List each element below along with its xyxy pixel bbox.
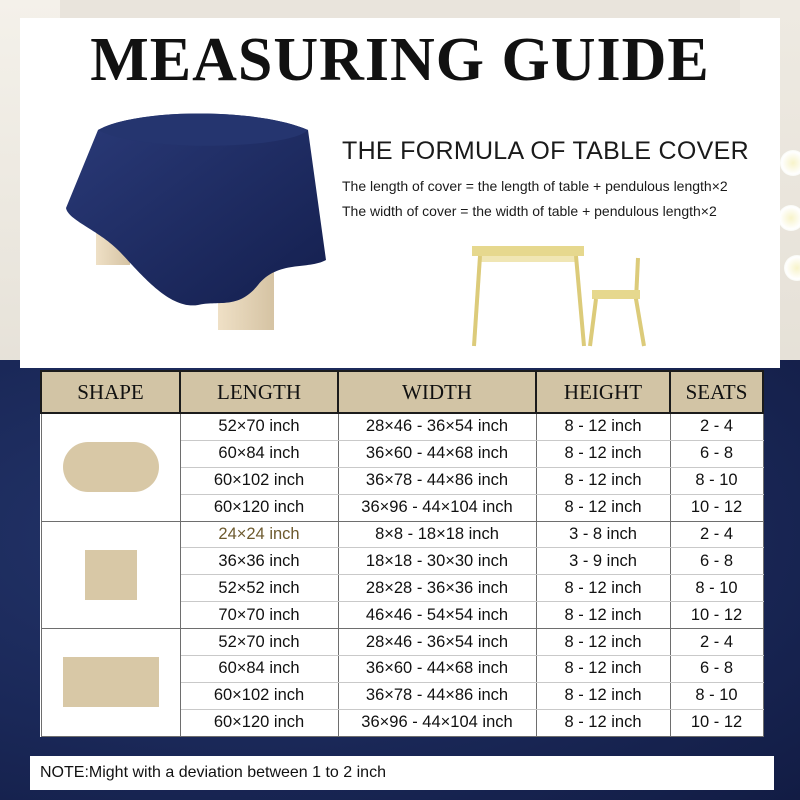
length-cell: 60×120 inch (180, 494, 338, 521)
width-cell: 8×8 - 18×18 inch (338, 521, 536, 548)
shape-cell-rectangle (41, 629, 180, 737)
height-cell: 8 - 12 inch (536, 467, 670, 494)
formula-width-line: The width of cover = the width of table + pendulous length×2 (342, 203, 717, 219)
width-cell: 36×78 - 44×86 inch (338, 682, 536, 709)
seats-cell: 8 - 10 (670, 575, 763, 602)
seats-cell: 8 - 10 (670, 467, 763, 494)
length-cell: 70×70 inch (180, 602, 338, 629)
formula-length-line: The length of cover = the length of table + pendulous length×2 (342, 178, 728, 194)
header-length: LENGTH (180, 371, 338, 413)
height-cell: 8 - 12 inch (536, 575, 670, 602)
height-cell: 8 - 12 inch (536, 413, 670, 440)
length-cell: 52×70 inch (180, 629, 338, 656)
length-cell: 36×36 inch (180, 548, 338, 575)
height-cell: 8 - 12 inch (536, 602, 670, 629)
height-cell: 8 - 12 inch (536, 656, 670, 683)
header-shape: SHAPE (41, 371, 180, 413)
height-cell: 8 - 12 inch (536, 629, 670, 656)
length-cell: 60×84 inch (180, 656, 338, 683)
height-cell: 3 - 9 inch (536, 548, 670, 575)
oval-tablecloth-image (58, 110, 330, 330)
length-cell: 52×70 inch (180, 413, 338, 440)
shape-cell-oval (41, 413, 180, 521)
width-cell: 36×78 - 44×86 inch (338, 467, 536, 494)
header-seats: SEATS (670, 371, 763, 413)
table-chair-illustration (468, 240, 658, 350)
oval-shape-icon (63, 442, 159, 492)
width-cell: 28×28 - 36×36 inch (338, 575, 536, 602)
length-cell: 60×102 inch (180, 682, 338, 709)
table-row (41, 413, 763, 440)
width-cell: 28×46 - 36×54 inch (338, 413, 536, 440)
seats-cell: 2 - 4 (670, 413, 763, 440)
seats-cell: 10 - 12 (670, 709, 763, 736)
seats-cell: 6 - 8 (670, 656, 763, 683)
height-cell: 8 - 12 inch (536, 494, 670, 521)
length-cell: 60×120 inch (180, 709, 338, 736)
header-height: HEIGHT (536, 371, 670, 413)
table-row (41, 521, 763, 548)
rectangle-shape-icon (63, 657, 159, 707)
height-cell: 3 - 8 inch (536, 521, 670, 548)
flower-icon (780, 150, 800, 176)
seats-cell: 6 - 8 (670, 440, 763, 467)
seats-cell: 2 - 4 (670, 629, 763, 656)
table-header-row (41, 371, 763, 413)
seats-cell: 10 - 12 (670, 494, 763, 521)
flower-icon (778, 205, 800, 231)
shape-cell-square (41, 521, 180, 629)
height-cell: 8 - 12 inch (536, 440, 670, 467)
width-cell: 36×96 - 44×104 inch (338, 709, 536, 736)
seats-cell: 6 - 8 (670, 548, 763, 575)
length-cell: 60×84 inch (180, 440, 338, 467)
width-cell: 36×60 - 44×68 inch (338, 440, 536, 467)
header-width: WIDTH (338, 371, 536, 413)
width-cell: 36×96 - 44×104 inch (338, 494, 536, 521)
length-cell: 24×24 inch (180, 521, 338, 548)
width-cell: 28×46 - 36×54 inch (338, 629, 536, 656)
deviation-note: NOTE:Might with a deviation between 1 to 2 inch (30, 756, 774, 790)
width-cell: 46×46 - 54×54 inch (338, 602, 536, 629)
measuring-table (40, 370, 764, 737)
seats-cell: 10 - 12 (670, 602, 763, 629)
formula-heading: THE FORMULA OF TABLE COVER (342, 137, 749, 165)
length-cell: 52×52 inch (180, 575, 338, 602)
square-shape-icon (85, 550, 137, 600)
seats-cell: 8 - 10 (670, 682, 763, 709)
page-title: MEASURING GUIDE (90, 26, 710, 94)
width-cell: 18×18 - 30×30 inch (338, 548, 536, 575)
seats-cell: 2 - 4 (670, 521, 763, 548)
height-cell: 8 - 12 inch (536, 709, 670, 736)
height-cell: 8 - 12 inch (536, 682, 670, 709)
length-cell: 60×102 inch (180, 467, 338, 494)
width-cell: 36×60 - 44×68 inch (338, 656, 536, 683)
table-row (41, 629, 763, 656)
